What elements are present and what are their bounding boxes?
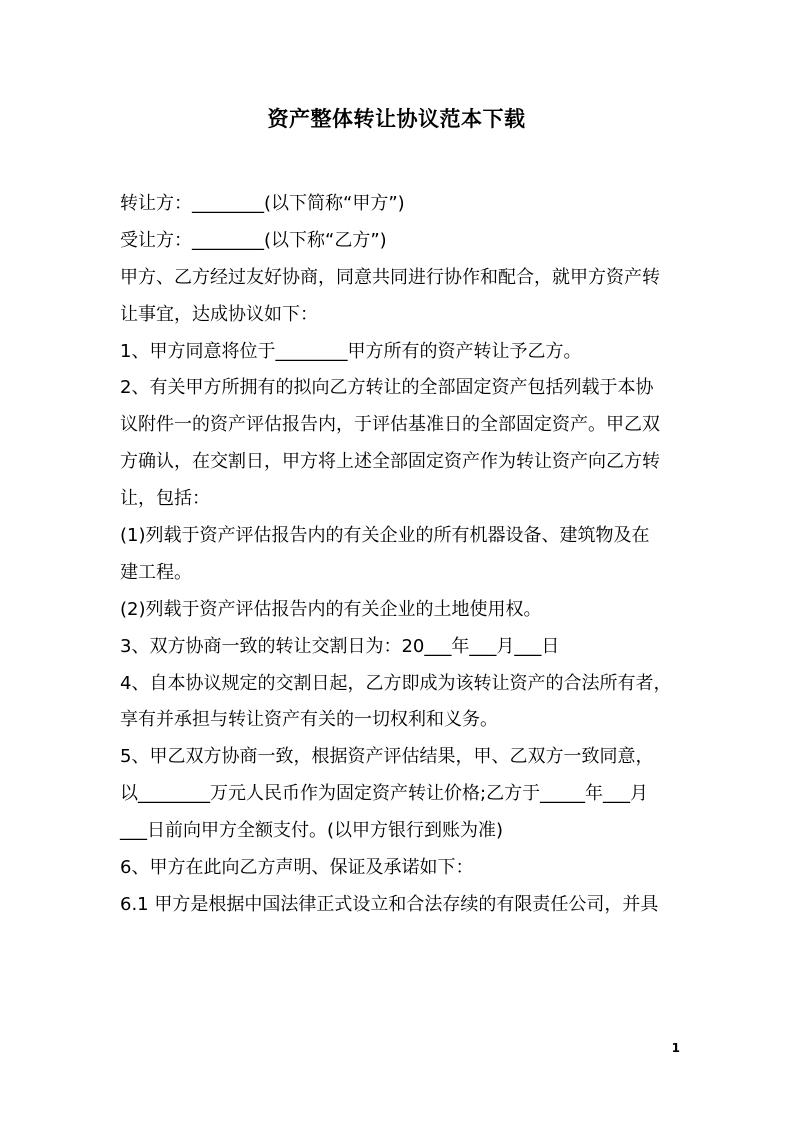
document-title: 资产整体转让协议范本下载 <box>267 107 526 131</box>
body-line: 转让方：________(以下简称“甲方”) <box>120 193 405 214</box>
body-line: 议附件一的资产评估报告内，于评估基准日的全部固定资产。甲乙双 <box>120 414 660 436</box>
body-line: ___日前向甲方全额支付。(以甲方银行到账为准) <box>120 820 504 842</box>
body-line: 2、有关甲方所拥有的拟向乙方转让的全部固定资产包括列载于本协 <box>120 377 654 399</box>
body-line: 让，包括： <box>120 488 210 510</box>
document-body <box>120 186 680 924</box>
body-line: 方确认，在交割日，甲方将上述全部固定资产作为转让资产向乙方转 <box>120 451 660 473</box>
body-line: (1)列载于资产评估报告内的有关企业的所有机器设备、建筑物及在 <box>120 525 650 547</box>
body-line: 3、双方协商一致的转让交割日为：20___年___月___日 <box>120 635 560 657</box>
page-number: 1 <box>671 1041 680 1055</box>
body-line: 享有并承担与转让资产有关的一切权利和义务。 <box>120 709 498 731</box>
body-line: 1、甲方同意将位于________甲方所有的资产转让予乙方。 <box>120 340 582 362</box>
body-line: 甲方、乙方经过友好协商，同意共同进行协作和配合，就甲方资产转 <box>120 266 660 288</box>
body-line: 受让方：________(以下称“乙方”) <box>120 229 387 251</box>
body-line: 让事宜，达成协议如下： <box>120 303 318 325</box>
body-line: 5、甲乙双方协商一致，根据资产评估结果，甲、乙双方一致同意， <box>120 746 654 768</box>
body-line: 6、甲方在此向乙方声明、保证及承诺如下： <box>120 857 474 879</box>
body-line: 4、自本协议规定的交割日起，乙方即成为该转让资产的合法所有者， <box>120 672 672 694</box>
body-line: 建工程。 <box>120 561 192 583</box>
body-line: 以________万元人民币作为固定资产转让价格;乙方于_____年___月 <box>120 783 649 805</box>
body-line: 6.1 甲方是根据中国法律正式设立和合法存续的有限责任公司，并具 <box>120 893 659 915</box>
body-line: (2)列载于资产评估报告内的有关企业的土地使用权。 <box>120 598 542 620</box>
